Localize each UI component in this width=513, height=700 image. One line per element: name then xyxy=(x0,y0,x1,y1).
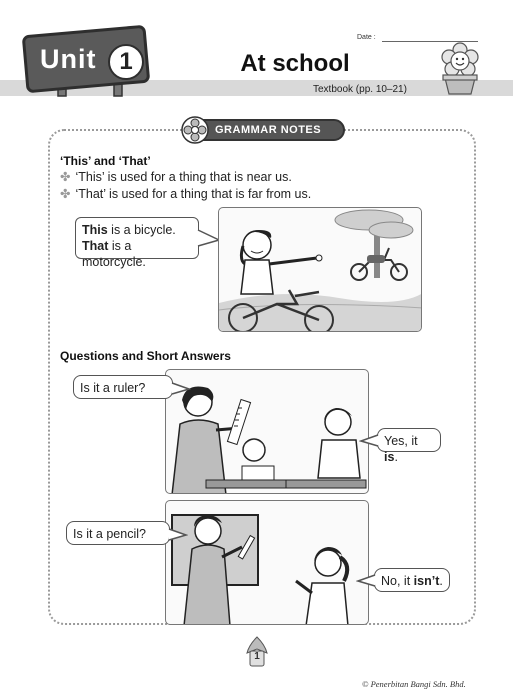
illustration-teacher-pencil xyxy=(165,500,369,625)
speech-bubble-yes-answer xyxy=(377,428,441,464)
textbook-reference: Textbook (pp. 10–21) xyxy=(313,84,407,95)
bullet-this-text: ‘This’ is used for a thing that is near us. xyxy=(75,170,292,184)
page-number: 1 xyxy=(254,651,260,662)
unit-label: Unit xyxy=(40,44,97,74)
bullet-that xyxy=(60,186,311,201)
speech-bubble-this-that xyxy=(75,217,199,269)
teacher-ruler-illustration xyxy=(166,370,369,494)
word-this: This xyxy=(82,223,108,237)
word-that: That xyxy=(82,239,109,253)
girl-bicycle-illustration xyxy=(219,208,422,332)
teacher-pencil-illustration xyxy=(166,501,369,625)
speech-text-2: is a motorcycle. xyxy=(82,239,146,269)
yes-answer-text: Yes, it xyxy=(384,434,418,448)
yes-answer-bold: is xyxy=(384,450,395,464)
date-label: Date : xyxy=(357,34,376,41)
page-title: At school xyxy=(240,50,350,77)
yes-answer-end: . xyxy=(394,450,398,464)
speech-bubble-no-answer xyxy=(374,568,450,592)
no-answer-bold: isn’t xyxy=(413,574,440,588)
speech-tail xyxy=(356,573,376,589)
plus-bullet-icon: ✤ xyxy=(60,170,71,184)
section-heading-questions: Questions and Short Answers xyxy=(60,349,231,363)
illustration-girl-bicycle xyxy=(218,207,422,332)
speech-tail xyxy=(171,381,191,397)
speech-tail xyxy=(359,433,379,449)
copyright-notice: © Penerbitan Bangi Sdn. Bhd. xyxy=(362,679,466,689)
grammar-notes-label: GRAMMAR NOTES xyxy=(185,119,345,141)
section-heading-this-that: ‘This’ and ‘That’ xyxy=(60,154,151,168)
flower-pot-icon xyxy=(435,40,485,96)
unit-badge xyxy=(20,22,150,92)
unit-number: 1 xyxy=(108,44,144,80)
speech-bubble-pencil-question: Is it a pencil? xyxy=(66,521,170,545)
plus-bullet-icon: ✤ xyxy=(60,187,71,201)
no-answer-text: No, it xyxy=(381,574,414,588)
speech-bubble-ruler-question: Is it a ruler? xyxy=(73,375,173,399)
speech-text-1: is a bicycle. xyxy=(107,223,176,237)
illustration-teacher-ruler xyxy=(165,369,369,494)
bullet-that-text: ‘That’ is used for a thing that is far from us. xyxy=(75,187,312,201)
no-answer-end: . xyxy=(439,574,443,588)
gear-flower-icon xyxy=(180,115,210,145)
speech-tail xyxy=(168,527,188,543)
bullet-this xyxy=(60,169,292,184)
